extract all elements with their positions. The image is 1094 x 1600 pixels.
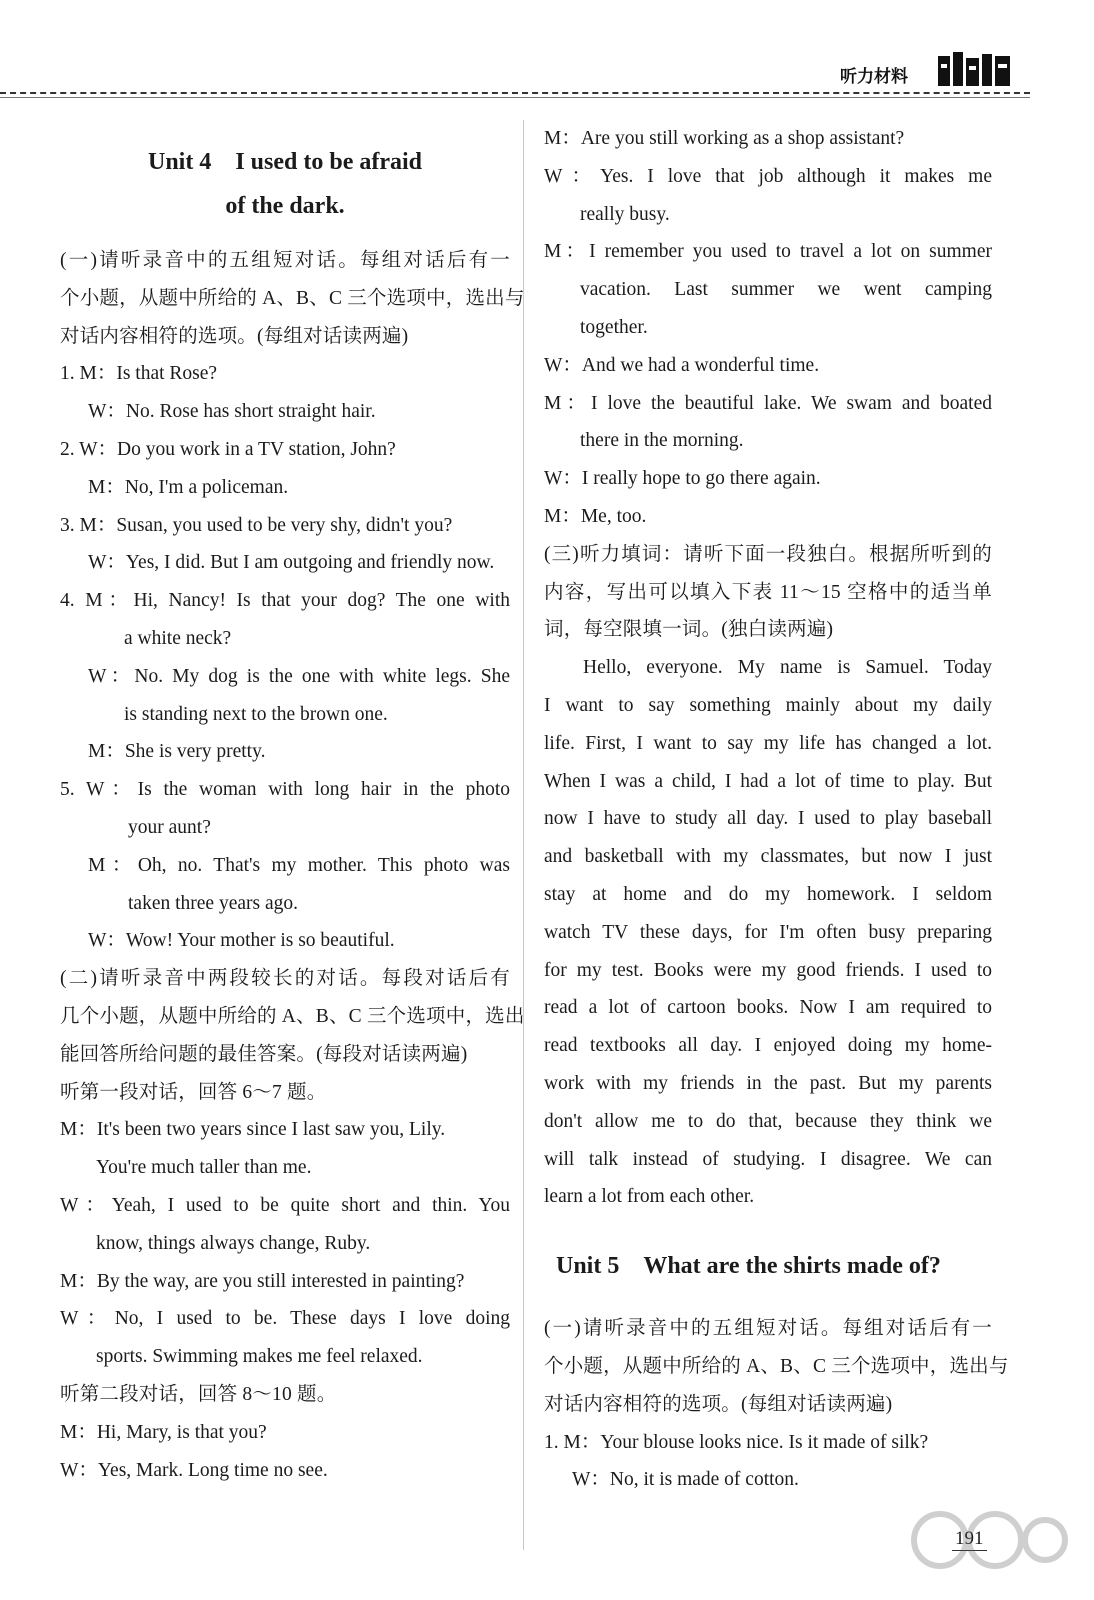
right-text-line: When I was a child, I had a lot of time to play. But: [544, 770, 992, 792]
right-text-line: don't allow me to do that, because they think we: [544, 1110, 992, 1132]
right-text-line: work with my friends in the past. But my parents: [544, 1072, 992, 1094]
right-text-line: Hello, everyone. My name is Samuel. Today: [583, 657, 992, 679]
left-text-line: W：No, I used to be. These days I love doing: [60, 1308, 510, 1330]
book-logo-icon: [936, 50, 1016, 90]
left-text-block: [60, 242, 525, 1489]
right-text-line: and basketball with my classmates, but now I just: [544, 846, 992, 868]
right-text-line: read textbooks all day. I enjoyed doing my home-: [544, 1035, 992, 1057]
right-text-line: W：I really hope to go there again.: [544, 468, 821, 490]
left-text-line: 1. M：Is that Rose?: [60, 363, 218, 385]
right-text-line: W：Yes. I love that job although it makes me: [544, 165, 992, 187]
right-text-line: learn a lot from each other.: [544, 1186, 755, 1208]
left-text-line: W：Wow! Your mother is so beautiful.: [88, 930, 395, 952]
right-text-line: M：Are you still working as a shop assistant?: [544, 128, 905, 149]
right-text-line: W：And we had a wonderful time.: [544, 354, 820, 376]
right-text-line: M：I love the beautiful lake. We swam and boated: [544, 392, 992, 414]
right-text-line: M：Me, too.: [544, 505, 647, 527]
header-divider-thin: [0, 97, 1030, 98]
header-divider: [0, 92, 1030, 94]
left-text-line: You're much taller than me.: [96, 1157, 312, 1179]
left-text-line: 个小题，从题中所给的 A、B、C 三个选项中，选出与: [60, 287, 525, 309]
unit-5-text-line: 个小题，从题中所给的 A、B、C 三个选项中，选出与: [544, 1355, 1009, 1377]
right-text-line: (三)听力填词：请听下面一段独白。根据所听到的: [544, 543, 992, 565]
left-text-line: a white neck?: [124, 627, 232, 649]
unit-5-text-line: W：No, it is made of cotton.: [572, 1469, 799, 1491]
right-text-line: together.: [580, 316, 648, 338]
left-text-line: M：Hi, Mary, is that you?: [60, 1421, 267, 1443]
left-text-line: your aunt?: [128, 816, 211, 838]
left-text-line: M：By the way, are you still interested in painting?: [60, 1270, 465, 1292]
left-text-line: 能回答所给问题的最佳答案。(每段对话读两遍): [60, 1043, 468, 1065]
right-text-line: there in the morning.: [580, 430, 744, 452]
right-text-line: 内容，写出可以填入下表 11～15 空格中的适当单: [544, 581, 992, 603]
left-text-line: W：No. Rose has short straight hair.: [88, 401, 376, 423]
left-text-line: 2. W：Do you work in a TV station, John?: [60, 438, 396, 460]
left-text-line: 听第二段对话，回答 8～10 题。: [60, 1383, 337, 1405]
left-text-line: W：Yes, Mark. Long time no see.: [60, 1459, 328, 1481]
right-text-line: will talk instead of studying. I disagree. We can: [544, 1148, 992, 1170]
right-column: [544, 120, 1009, 1499]
left-text-line: 对话内容相符的选项。(每组对话读两遍): [60, 325, 409, 347]
right-text-line: vacation. Last summer we went camping: [580, 279, 992, 301]
left-text-line: sports. Swimming makes me feel relaxed.: [96, 1346, 423, 1368]
left-text-line: 3. M：Susan, you used to be very shy, didn't you?: [60, 514, 453, 536]
right-text-line: really busy.: [580, 203, 670, 225]
right-text-line: I want to say something mainly about my daily: [544, 694, 992, 716]
left-column: [60, 120, 525, 1489]
right-text-block-bottom: [544, 1310, 1009, 1499]
section-label: 听力材料: [840, 67, 908, 87]
left-text-line: M：She is very pretty.: [88, 741, 266, 763]
unit-5-title: Unit 5 What are the shirts made of?: [556, 1253, 941, 1280]
left-text-line: know, things always change, Ruby.: [96, 1232, 371, 1254]
unit-5-text-line: 对话内容相符的选项。(每组对话读两遍): [544, 1393, 893, 1415]
unit-4-title-line-1: Unit 4 I used to be afraid: [147, 149, 423, 175]
left-text-line: 4. M：Hi, Nancy! Is that your dog? The one with: [60, 590, 510, 612]
left-text-line: 5. W：Is the woman with long hair in the photo: [60, 779, 510, 801]
left-text-line: W：Yeah, I used to be quite short and thin. You: [60, 1194, 510, 1216]
left-text-line: M：It's been two years since I last saw you, Lily.: [60, 1119, 446, 1141]
left-text-line: taken three years ago.: [128, 892, 298, 914]
unit-4-title: [60, 140, 510, 228]
right-text-line: 词，每空限填一词。(独白读两遍): [544, 619, 834, 641]
left-text-line: is standing next to the brown one.: [124, 703, 388, 725]
unit-5-text-line: (一)请听录音中的五组短对话。每组对话后有一: [544, 1318, 992, 1340]
left-text-line: M：Oh, no. That's my mother. This photo was: [88, 854, 510, 876]
right-text-line: M：I remember you used to travel a lot on summer: [544, 241, 992, 263]
watermark-logo-icon: [900, 1500, 1070, 1590]
left-text-line: W：Yes, I did. But I am outgoing and friendly now.: [88, 552, 495, 574]
right-text-line: now I have to study all day. I used to play baseball: [544, 808, 992, 830]
left-text-line: (二)请听录音中两段较长的对话。每段对话后有: [60, 968, 510, 990]
right-text-line: life. First, I want to say my life has changed a lot.: [544, 732, 992, 754]
left-text-line: W：No. My dog is the one with white legs. She: [88, 665, 510, 687]
unit-5-text-line: 1. M：Your blouse looks nice. Is it made of silk?: [544, 1431, 929, 1453]
unit-4-title-line-2: of the dark.: [225, 193, 345, 219]
right-text-line: read a lot of cartoon books. Now I am required to: [544, 997, 992, 1019]
left-text-line: (一)请听录音中的五组短对话。每组对话后有一: [60, 250, 510, 271]
left-text-line: 几个小题，从题中所给的 A、B、C 三个选项中，选出: [60, 1005, 525, 1027]
column-divider: [523, 120, 524, 1550]
right-text-line: watch TV these days, for I'm often busy preparing: [544, 921, 992, 943]
right-text-block-top: [544, 120, 992, 1216]
right-text-line: for my test. Books were my good friends. I used to: [544, 959, 992, 981]
left-text-line: M：No, I'm a policeman.: [88, 476, 289, 498]
left-text-line: 听第一段对话，回答 6～7 题。: [60, 1081, 327, 1103]
right-text-line: stay at home and do my homework. I seldom: [544, 883, 992, 905]
page-number: 191: [952, 1528, 987, 1551]
